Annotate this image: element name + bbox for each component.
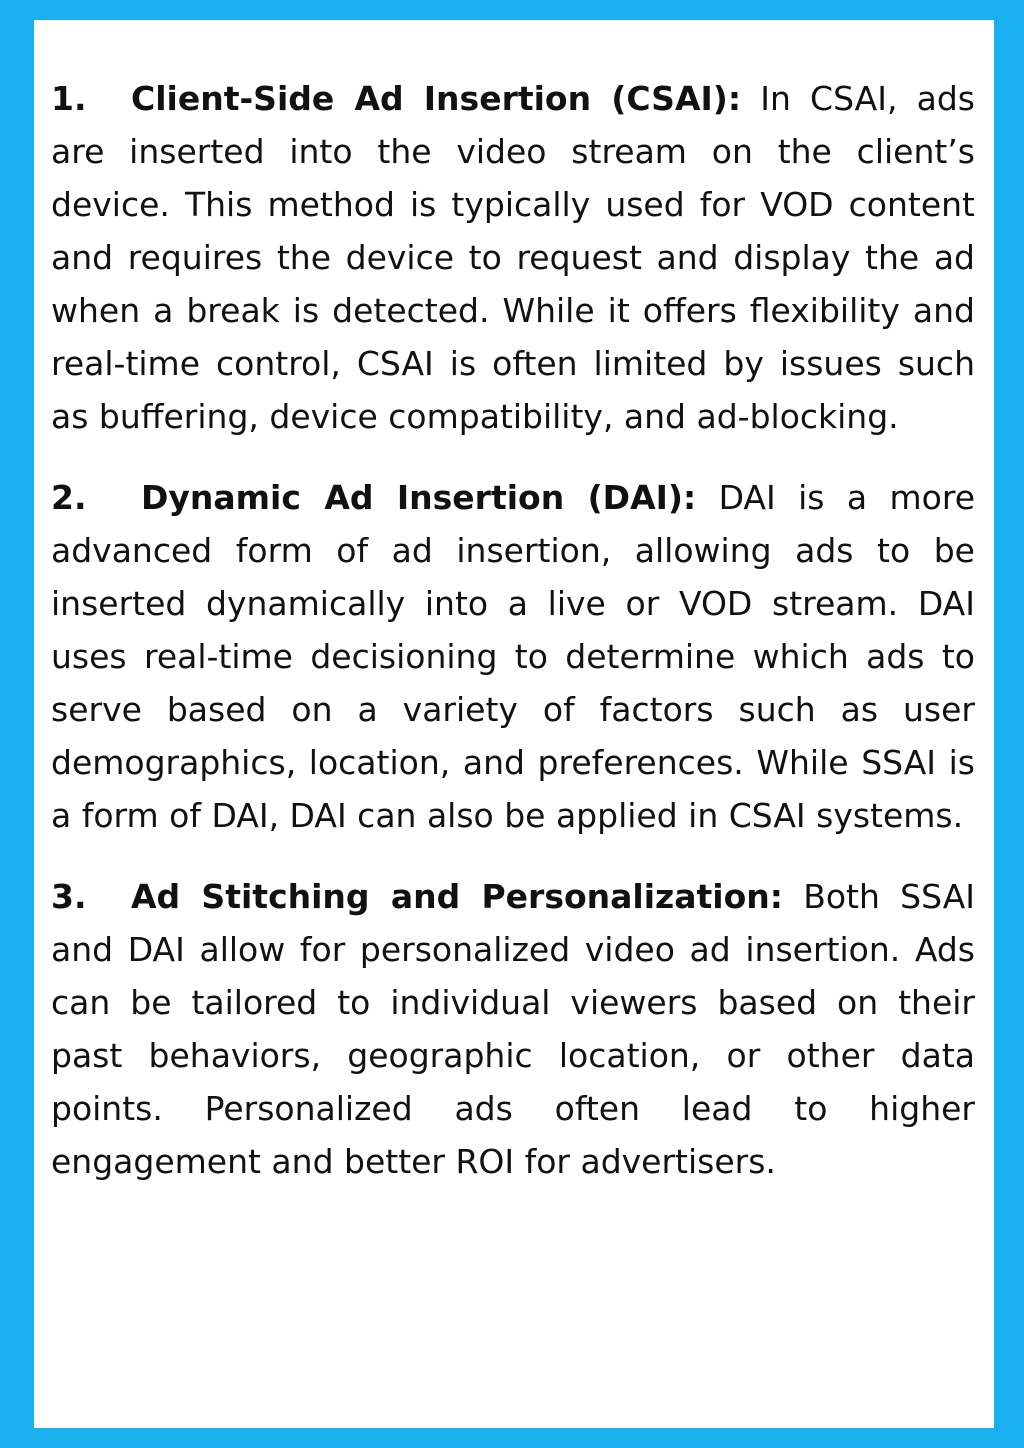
item-body: DAI is a more advanced form of ad insertion, allowing ads to be inserted dynamically into a live or VOD stream. DAI uses real-time decisioning to determine which ads to serve based on a variety of factors such as user demographics, location, and preferences. While SSAI is a form of DAI, DAI can also be applied in CSAI systems.: [51, 478, 975, 835]
document-card: [34, 20, 994, 1428]
item-heading: Client-Side Ad Insertion (CSAI):: [131, 79, 742, 118]
item-body: Both SSAI and DAI allow for personalized video ad insertion. Ads can be tailored to individual viewers based on their past behaviors, geographic location, or other data points. Personalized ads often lead to higher engagement and better ROI for advertisers.: [51, 877, 975, 1181]
item-number: 3.: [51, 877, 87, 916]
item-heading: Ad Stitching and Personalization:: [131, 877, 783, 916]
list-item-ad-stitching: [51, 870, 975, 1188]
list-item-dai: [51, 471, 975, 842]
item-number: 1.: [51, 79, 87, 118]
item-body: In CSAI, ads are inserted into the video stream on the client’s device. This method is typically used for VOD content and requires the device to request and display the ad when a break is detected. While it offers flexibility and real-time control, CSAI is often limited by issues such as buffering, device compatibility, and ad-blocking.: [51, 79, 975, 436]
item-number: 2.: [51, 478, 87, 517]
list-item-csai: [51, 72, 975, 443]
item-heading: Dynamic Ad Insertion (DAI):: [141, 478, 697, 517]
